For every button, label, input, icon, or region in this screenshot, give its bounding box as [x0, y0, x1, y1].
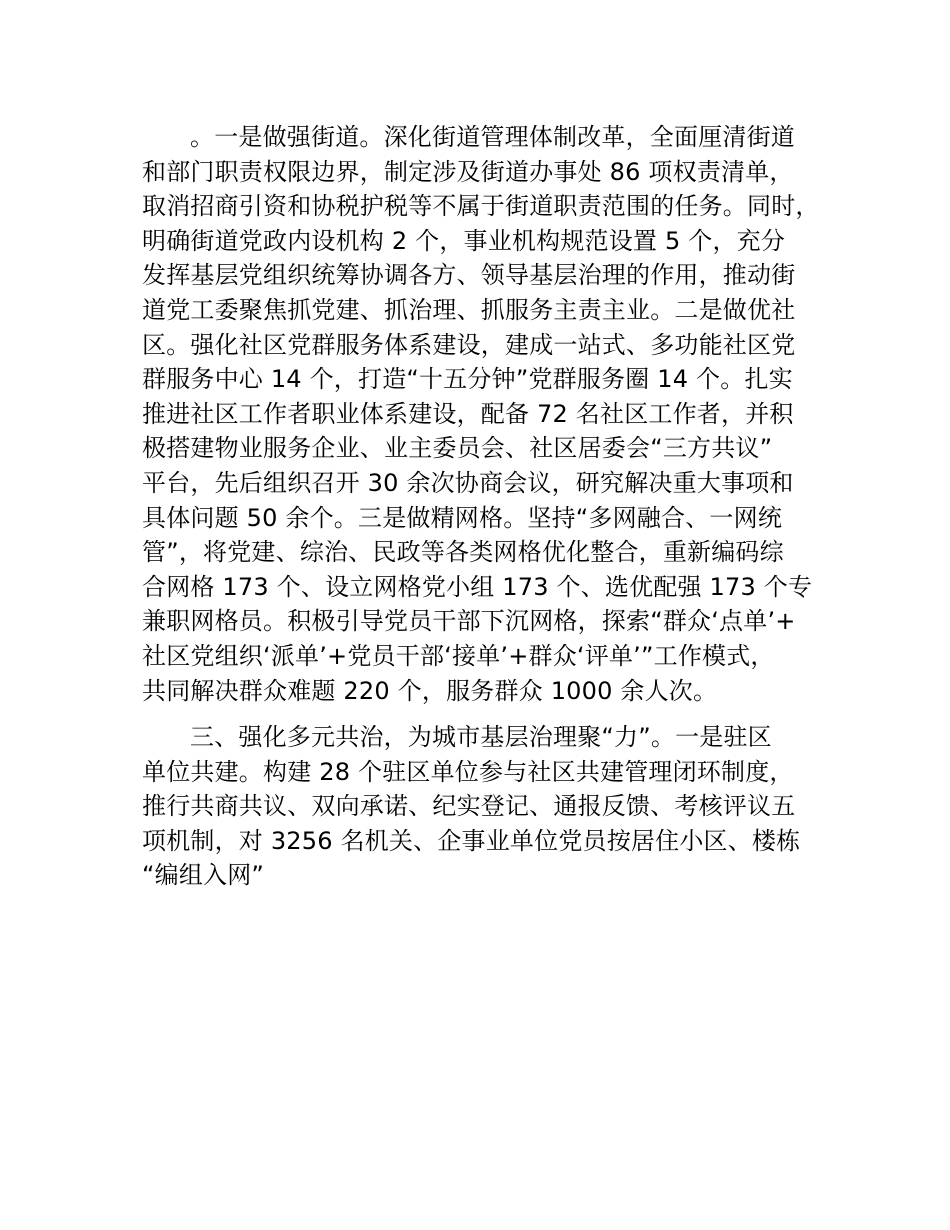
text-line: “编组入网” — [142, 861, 265, 890]
text-line: 极搭建物业服务企业、业主委员会、社区居委会“三方共议” — [142, 434, 773, 463]
text-line: 共同解决群众难题 220 个，服务群众 1000 余人次。 — [142, 676, 718, 705]
text-line: 三、强化多元共治，为城市基层治理聚“力”。一是驻区 — [190, 723, 772, 752]
text-line: 项机制，对 3256 名机关、企事业单位党员按居住小区、楼栋 — [142, 826, 801, 855]
text-line: 平台，先后组织召开 30 余次协商会议，研究解决重大事项和 — [142, 468, 794, 497]
paragraph-1 — [142, 120, 832, 708]
document-body — [142, 120, 832, 893]
text-line: 管”，将党建、综治、民政等各类网格优化整合，重新编码综 — [142, 538, 784, 567]
text-line: 明确街道党政内设机构 2 个，事业机构规范设置 5 个，充分 — [142, 226, 786, 255]
text-line: 单位共建。构建 28 个驻区单位参与社区共建管理闭环制度， — [142, 757, 794, 786]
text-line: 社区党组织‘派单’+党员干部‘接单’+群众‘评单’”工作模式， — [142, 641, 775, 670]
text-line: 合网格 173 个、设立网格党小组 173 个、选优配强 173 个专 — [142, 572, 813, 601]
paragraph-spacer — [142, 708, 832, 720]
text-line: 和部门职责权限边界，制定涉及街道办事处 86 项权责清单， — [142, 157, 794, 186]
text-line: 取消招商引资和协税护税等不属于街道职责范围的任务。同时， — [142, 192, 820, 221]
text-line: 推进社区工作者职业体系建设，配备 72 名社区工作者，并积 — [142, 399, 794, 428]
text-line: 。一是做强街道。深化街道管理体制改革，全面厘清街道 — [190, 123, 795, 151]
text-line: 推行共商共议、双向承诺、纪实登记、通报反馈、考核评议五 — [142, 792, 796, 821]
text-line: 发挥基层党组织统筹协调各方、领导基层治理的作用，推动街 — [142, 261, 796, 290]
text-line: 兼职网格员。积极引导党员干部下沉网格，探索“群众‘点单’+ — [142, 607, 796, 636]
text-line: 区。强化社区党群服务体系建设，建成一站式、多功能社区党 — [142, 330, 796, 359]
text-line: 具体问题 50 余个。三是做精网格。坚持“多网融合、一网统 — [142, 503, 783, 532]
text-line: 道党工委聚焦抓党建、抓治理、抓服务主责主业。二是做优社 — [142, 295, 796, 324]
text-line: 群服务中心 14 个，打造“十五分钟”党群服务圈 14 个。扎实 — [142, 365, 793, 394]
paragraph-2 — [142, 720, 832, 893]
